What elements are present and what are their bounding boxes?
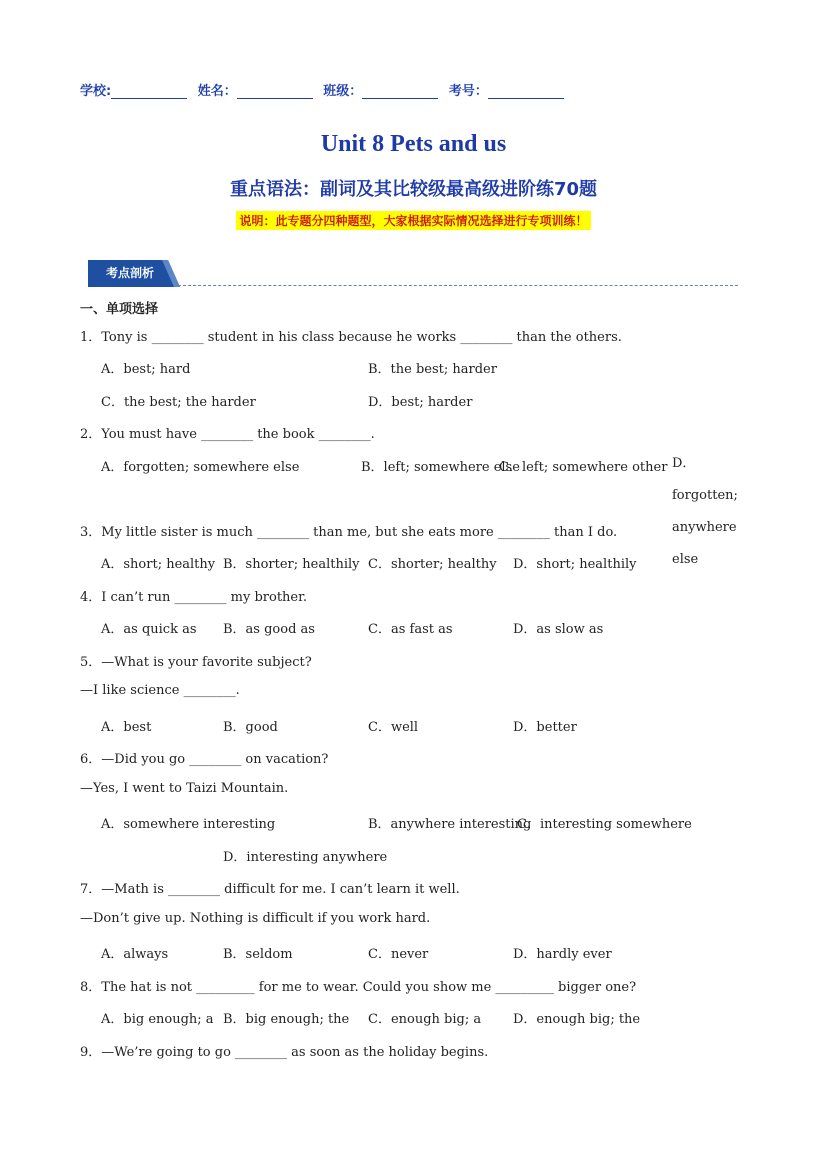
q4-option-a[interactable]: A．as quick as — [101, 622, 197, 637]
question-9: 9．—We’re going to go ________ as soon as the holiday begins. — [80, 1045, 489, 1060]
q8-option-b[interactable]: B．big enough; the — [223, 1012, 350, 1027]
q5-option-b[interactable]: B．good — [223, 720, 278, 735]
q3-option-d[interactable]: D．short; healthily — [513, 557, 637, 572]
q6-option-a[interactable]: A．somewhere interesting — [101, 817, 276, 832]
name-blank[interactable] — [237, 84, 313, 99]
class-blank[interactable] — [362, 84, 438, 99]
q2-option-d[interactable]: D．forgotten; anywhere else — [672, 456, 738, 567]
school-label: 学校: — [80, 84, 112, 99]
page-title: Unit 8 Pets and us — [320, 131, 507, 157]
q1-option-a[interactable]: A．best; hard — [101, 362, 191, 377]
question-6: 6．—Did you go ________ on vacation? — [80, 752, 329, 767]
q2-option-b[interactable]: B．left; somewhere else — [361, 460, 520, 475]
q4-option-b[interactable]: B．as good as — [223, 622, 315, 637]
q3-option-c[interactable]: C．shorter; healthy — [368, 557, 497, 572]
question-4: 4．I can’t run ________ my brother. — [80, 590, 308, 605]
q8-option-c[interactable]: C．enough big; a — [368, 1012, 482, 1027]
q7-option-d[interactable]: D．hardly ever — [513, 947, 612, 962]
q5-option-c[interactable]: C．well — [368, 720, 419, 735]
question-7: 7．—Math is ________ difficult for me. I can’t learn it well. — [80, 882, 460, 897]
q6-option-c[interactable]: C．interesting somewhere — [517, 817, 692, 832]
q7-option-a[interactable]: A．always — [101, 947, 169, 962]
q1-option-d[interactable]: D．best; harder — [368, 395, 473, 410]
q4-option-c[interactable]: C．as fast as — [368, 622, 453, 637]
question-1: 1．Tony is ________ student in his class because he works ________ than the others. — [80, 330, 622, 345]
q2-option-a[interactable]: A．forgotten; somewhere else — [101, 460, 300, 475]
school-blank[interactable] — [111, 84, 187, 99]
q5-option-a[interactable]: A．best — [101, 720, 152, 735]
q1-option-b[interactable]: B．the best; harder — [368, 362, 497, 377]
q6-option-d[interactable]: D．interesting anywhere — [223, 850, 388, 865]
q4-option-d[interactable]: D．as slow as — [513, 622, 604, 637]
section-tag-label: 考点剖析 — [106, 266, 155, 280]
exam-no-label: 考号： — [448, 84, 488, 99]
question-7-reply: —Don’t give up. Nothing is difficult if you work hard. — [80, 911, 431, 926]
question-6-reply: —Yes, I went to Taizi Mountain. — [80, 781, 289, 796]
student-info-header — [80, 80, 570, 99]
section-title: 一、单项选择 — [80, 302, 159, 317]
q6-option-b[interactable]: B．anywhere interesting — [368, 817, 532, 832]
q3-option-a[interactable]: A．short; healthy — [101, 557, 216, 572]
page-subtitle: 重点语法：副词及其比较级最高级进阶练70题 — [229, 179, 598, 200]
question-2: 2．You must have ________ the book ________. — [80, 427, 375, 442]
q8-option-d[interactable]: D．enough big; the — [513, 1012, 641, 1027]
q7-option-b[interactable]: B．seldom — [223, 947, 293, 962]
exam-no-blank[interactable] — [488, 84, 564, 99]
section-divider — [178, 285, 738, 286]
question-5-reply: —I like science ________. — [80, 683, 240, 698]
name-label: 姓名： — [197, 84, 237, 99]
question-8: 8．The hat is not _________ for me to wear. Could you show me _________ bigger one? — [80, 980, 637, 995]
q5-option-d[interactable]: D．better — [513, 720, 577, 735]
instruction-note: 说明：此专题分四种题型，大家根据实际情况选择进行专项训练！ — [236, 211, 590, 230]
class-label: 班级： — [323, 84, 363, 99]
question-3: 3．My little sister is much ________ than me, but she eats more ________ than I do. — [80, 525, 618, 540]
q3-option-b[interactable]: B．shorter; healthily — [223, 557, 360, 572]
q2-option-c[interactable]: C．left; somewhere other — [499, 460, 668, 475]
question-5: 5．—What is your favorite subject? — [80, 655, 312, 670]
q8-option-a[interactable]: A．big enough; a — [101, 1012, 214, 1027]
section-tag — [88, 260, 178, 285]
q7-option-c[interactable]: C．never — [368, 947, 429, 962]
q1-option-c[interactable]: C．the best; the harder — [101, 395, 256, 410]
